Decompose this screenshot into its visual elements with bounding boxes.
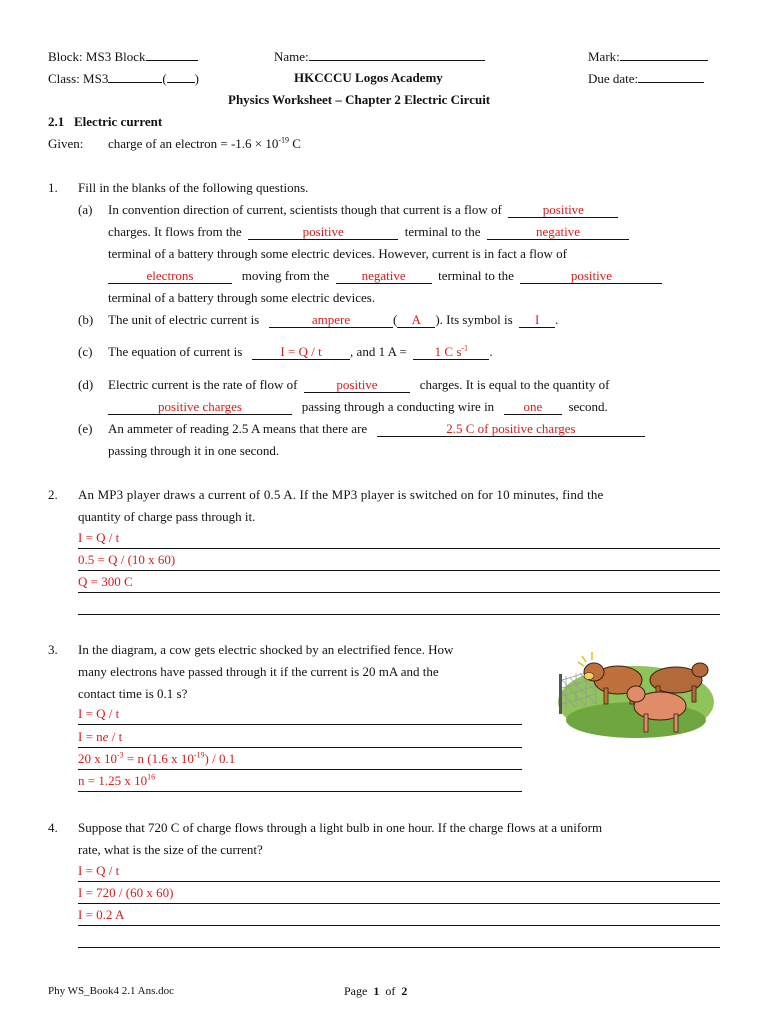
- q1b-answer-unit[interactable]: ampere: [269, 313, 393, 328]
- q4-line1: Suppose that 720 C of charge flows through a light bulb in one hour. If the charge flows at a uniform: [78, 820, 603, 835]
- q3-number: 3.: [48, 642, 58, 657]
- q1a-answer-4[interactable]: electrons: [108, 269, 232, 284]
- q2-line1: An MP3 player draws a current of 0.5 A. If the MP3 player is switched on for 10 minutes, find the: [78, 487, 604, 502]
- cow-electric-fence-illustration: [556, 640, 716, 740]
- name-field: Name:: [274, 48, 485, 65]
- q1d-answer-2[interactable]: positive charges: [108, 400, 292, 415]
- due-date-field: Due date:: [588, 70, 704, 87]
- q1a-answer-3[interactable]: negative: [487, 225, 629, 240]
- q1b-answer-symbol[interactable]: I: [519, 313, 555, 328]
- q4-answer-line-4[interactable]: [78, 927, 720, 948]
- q1a-line4: electrons moving from the negative terminal to the positive: [108, 268, 662, 284]
- q1a-line1: In convention direction of current, scientists though that current is a flow of positive: [108, 202, 618, 218]
- q1d-label: (d): [78, 377, 94, 392]
- q2-answer-line-1[interactable]: I = Q / t: [78, 528, 720, 549]
- given-line: Given:: [48, 136, 84, 151]
- q1c-line: The equation of current is I = Q / t , and 1 A = 1 C $s^{-1}$ .: [108, 343, 493, 359]
- q1c-answer-equation[interactable]: I = Q / t: [252, 345, 350, 360]
- school-name: HKCCCU Logos Academy: [294, 70, 443, 85]
- block-field: Block: MS3 Block: [48, 48, 198, 65]
- q4-answer-line-1[interactable]: I = Q / t: [78, 861, 720, 882]
- q2-number: 2.: [48, 487, 58, 502]
- q1b-label: (b): [78, 312, 94, 327]
- q4-answer-line-3[interactable]: I = 0.2 A: [78, 905, 720, 926]
- q3-answer-line-4[interactable]: n = 1.25 x $10^{16}$: [78, 771, 522, 792]
- q1d-answer-3[interactable]: one: [504, 400, 562, 415]
- section-heading: 2.1 Electric current: [48, 114, 163, 129]
- q3-answer-line-1[interactable]: I = Q / t: [78, 704, 522, 725]
- q1a-answer-2[interactable]: positive: [248, 225, 398, 240]
- q1a-line3: terminal of a battery through some electric devices. However, current is in fact a flow of: [108, 246, 567, 261]
- given-value: charge of an electron = $-1.6 \times 10^{-19}$ C: [108, 135, 301, 151]
- q1a-line2: charges. It flows from the positive terminal to the negative: [108, 224, 629, 240]
- q2-answer-line-4[interactable]: [78, 594, 720, 615]
- q1e-answer[interactable]: 2.5 C of positive charges: [377, 422, 645, 437]
- class-blank[interactable]: [108, 70, 162, 83]
- q1c-label: (c): [78, 344, 93, 359]
- q3-answer-line-2[interactable]: I = ne / t: [78, 727, 522, 748]
- q1e-label: (e): [78, 421, 93, 436]
- q1-number: 1.: [48, 180, 58, 195]
- q1-intro: Fill in the blanks of the following questions.: [78, 180, 309, 195]
- q1a-answer-1[interactable]: positive: [508, 203, 618, 218]
- q1d-line2: positive charges passing through a conducting wire in one second.: [108, 399, 608, 415]
- q3-answer-line-3[interactable]: 20 x $10^{-3} = n$ (1.6 x $10^{-19}) / 0.1$: [78, 749, 522, 770]
- q1a-line5: terminal of a battery through some electric devices.: [108, 290, 376, 305]
- footer-page-number: Page 1 of 2: [344, 984, 408, 998]
- q1e-line1: An ammeter of reading 2.5 A means that there are 2.5 C of positive charges: [108, 421, 645, 437]
- class-number-blank[interactable]: [167, 70, 195, 83]
- mark-blank[interactable]: [620, 48, 708, 61]
- q1c-answer-unit[interactable]: 1 C $s^{-1}$: [413, 345, 489, 360]
- mark-field: Mark:: [588, 48, 708, 65]
- q3-line2: many electrons have passed through it if the current is 20 mA and the: [78, 664, 439, 679]
- q1b-line: The unit of electric current is ampere ( A ). Its symbol is I .: [108, 312, 559, 327]
- due-date-blank[interactable]: [638, 70, 704, 83]
- q1a-answer-6[interactable]: positive: [520, 269, 662, 284]
- q1d-answer-1[interactable]: positive: [304, 378, 410, 393]
- q1b-answer-unit-symbol[interactable]: A: [397, 313, 435, 328]
- q3-line3: contact time is 0.1 s?: [78, 686, 188, 701]
- q2-answer-line-2[interactable]: 0.5 = Q / (10 x 60): [78, 550, 720, 571]
- q2-line2: quantity of charge pass through it.: [78, 509, 256, 524]
- q4-line2: rate, what is the size of the current?: [78, 842, 263, 857]
- block-blank[interactable]: [146, 48, 198, 61]
- worksheet-title: Physics Worksheet – Chapter 2 Electric Circuit: [228, 92, 491, 107]
- q2-answer-line-3[interactable]: Q = 300 C: [78, 572, 720, 593]
- class-field: Class: MS3 ( ): [48, 71, 200, 86]
- q3-line1: In the diagram, a cow gets electric shocked by an electrified fence. How: [78, 642, 454, 657]
- q4-answer-line-2[interactable]: I = 720 / (60 x 60): [78, 883, 720, 904]
- fence-post: [559, 674, 562, 714]
- q1a-label: (a): [78, 202, 93, 217]
- q1d-line1: Electric current is the rate of flow of positive charges. It is equal to the quantity of: [108, 377, 610, 392]
- q1e-line2: passing through it in one second.: [108, 443, 280, 458]
- footer-filename: Phy WS_Book4 2.1 Ans.doc: [48, 985, 175, 997]
- name-blank[interactable]: [309, 48, 485, 61]
- q4-number: 4.: [48, 820, 58, 835]
- q1a-answer-5[interactable]: negative: [336, 269, 432, 284]
